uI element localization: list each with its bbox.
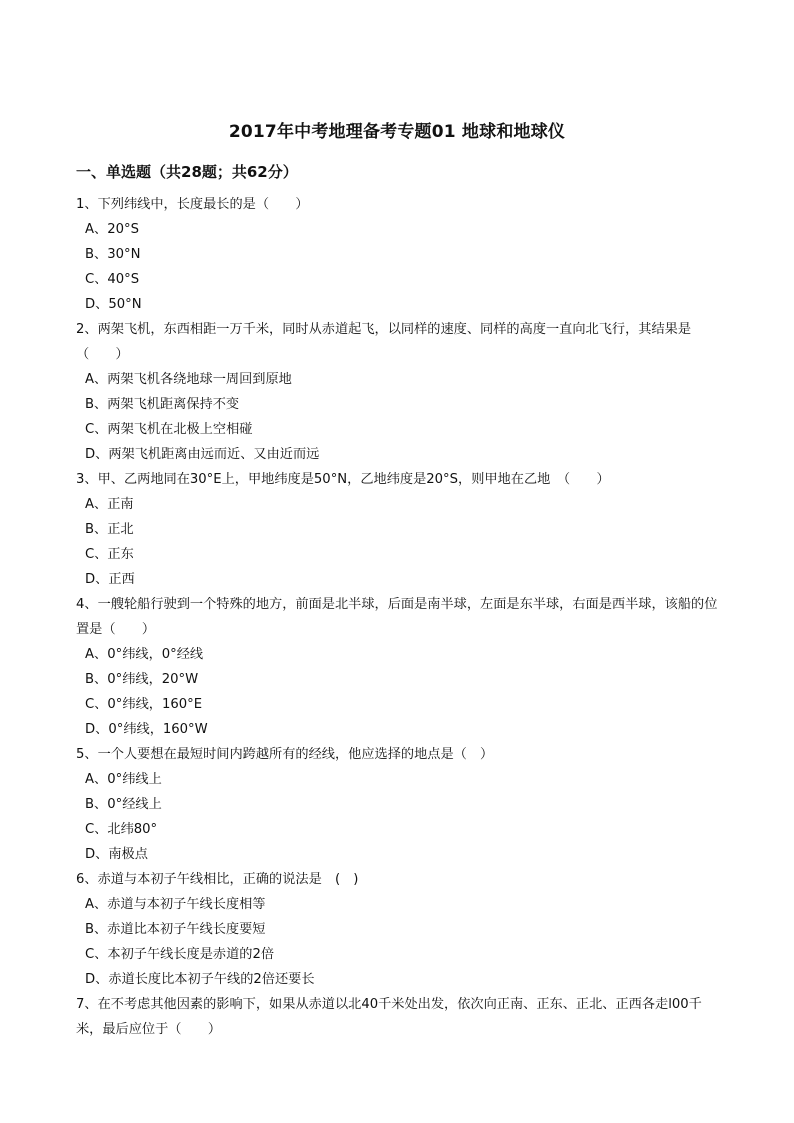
option-b: B、0°纬线，20°W xyxy=(85,672,199,687)
option-d: D、赤道长度比本初子午线的2倍还要长 xyxy=(85,972,315,987)
question-2 xyxy=(76,317,726,467)
option-d: D、正西 xyxy=(85,572,135,587)
document-title: 2017年中考地理备考专题01 地球和地球仪 xyxy=(228,122,566,142)
option-a: A、0°纬线，0°经线 xyxy=(85,647,204,662)
question-stem: 4、一艘轮船行驶到一个特殊的地方，前面是北半球，后面是南半球，左面是东半球，右面是西半球，该船的位置是（ ） xyxy=(76,597,718,637)
option-d: D、南极点 xyxy=(85,847,148,862)
option-a: A、两架飞机各绕地球一周回到原地 xyxy=(85,372,292,387)
option-a: A、20°S xyxy=(85,222,139,237)
option-c: C、40°S xyxy=(85,272,140,287)
option-b: B、0°经线上 xyxy=(85,797,162,812)
question-stem: 1、下列纬线中，长度最长的是（ ） xyxy=(76,197,309,212)
option-c: C、北纬80° xyxy=(85,822,158,837)
option-d: D、50°N xyxy=(85,297,142,312)
option-b: B、两架飞机距离保持不变 xyxy=(85,397,240,412)
option-a: A、0°纬线上 xyxy=(85,772,162,787)
option-b: B、正北 xyxy=(85,522,134,537)
question-stem: 7、在不考虑其他因素的影响下，如果从赤道以北40千米处出发，依次向正南、正东、正北、正西各走l00千米，最后应位于（ ） xyxy=(76,997,702,1037)
question-1 xyxy=(76,192,726,317)
question-stem: 5、一个人要想在最短时间内跨越所有的经线，他应选择的地点是（ ） xyxy=(76,747,494,762)
option-c: C、0°纬线，160°E xyxy=(85,697,203,712)
option-d: D、两架飞机距离由远而近、又由近而远 xyxy=(85,447,320,462)
option-b: B、赤道比本初子午线长度要短 xyxy=(85,922,266,937)
option-b: B、30°N xyxy=(85,247,141,262)
option-c: C、本初子午线长度是赤道的2倍 xyxy=(85,947,275,962)
question-stem: 3、甲、乙两地同在30°E上，甲地纬度是50°N，乙地纬度是20°S，则甲地在乙地 （ ） xyxy=(76,472,610,487)
section-heading: 一、单选题（共28题；共62分） xyxy=(76,163,298,181)
option-c: C、两架飞机在北极上空相碰 xyxy=(85,422,253,437)
question-7 xyxy=(76,992,726,1042)
question-stem: 6、赤道与本初子午线相比，正确的说法是 ( ) xyxy=(76,872,359,887)
option-a: A、正南 xyxy=(85,497,134,512)
question-3 xyxy=(76,467,726,592)
question-5 xyxy=(76,742,726,867)
question-stem: 2、两架飞机，东西相距一万千米，同时从赤道起飞，以同样的速度、同样的高度一直向北飞行，其结果是（ ） xyxy=(76,322,692,362)
option-d: D、0°纬线，160°W xyxy=(85,722,208,737)
option-c: C、正东 xyxy=(85,547,134,562)
option-a: A、赤道与本初子午线长度相等 xyxy=(85,897,266,912)
question-4 xyxy=(76,592,726,742)
question-6 xyxy=(76,867,726,992)
question-list xyxy=(76,192,726,1042)
